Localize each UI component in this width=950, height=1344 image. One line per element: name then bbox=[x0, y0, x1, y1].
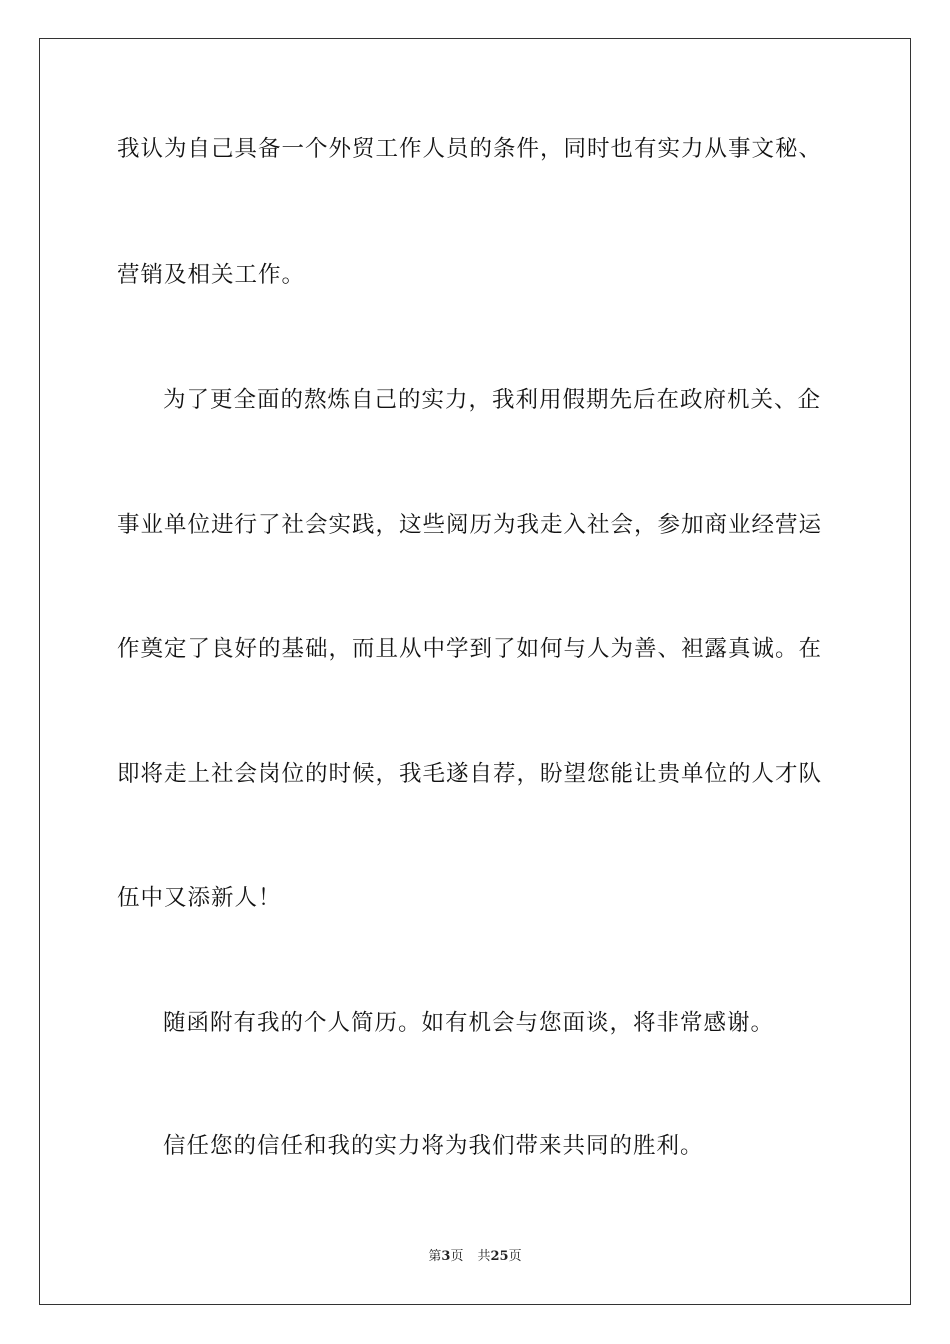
body-line: 我认为自己具备一个外贸工作人员的条件，同时也有实力从事文秘、 bbox=[117, 136, 823, 162]
paragraph-start-line: 为了更全面的熬炼自己的实力，我利用假期先后在政府机关、企 bbox=[163, 387, 822, 413]
total-suffix: 页 bbox=[508, 1249, 522, 1264]
total-pages: 25 bbox=[490, 1249, 509, 1264]
page-suffix: 页 bbox=[450, 1249, 464, 1264]
body-line: 伍中又添新人！ bbox=[117, 885, 282, 911]
body-line: 即将走上社会岗位的时候，我毛遂自荐，盼望您能让贵单位的人才队 bbox=[117, 761, 823, 787]
page-prefix: 第 bbox=[428, 1249, 442, 1264]
body-line: 营销及相关工作。 bbox=[117, 262, 306, 288]
body-line: 事业单位进行了社会实践，这些阅历为我走入社会，参加商业经营运 bbox=[117, 512, 823, 538]
total-prefix: 共 bbox=[477, 1249, 491, 1264]
paragraph-start-line: 随函附有我的个人简历。如有机会与您面谈，将非常感谢。 bbox=[163, 1010, 775, 1036]
page-number: 3 bbox=[441, 1249, 451, 1264]
page-footer bbox=[0, 1248, 950, 1266]
paragraph-start-line: 信任您的信任和我的实力将为我们带来共同的胜利。 bbox=[163, 1133, 704, 1159]
page-border bbox=[39, 38, 911, 1305]
body-line: 作奠定了良好的基础，而且从中学到了如何与人为善、袒露真诚。在 bbox=[117, 636, 823, 662]
